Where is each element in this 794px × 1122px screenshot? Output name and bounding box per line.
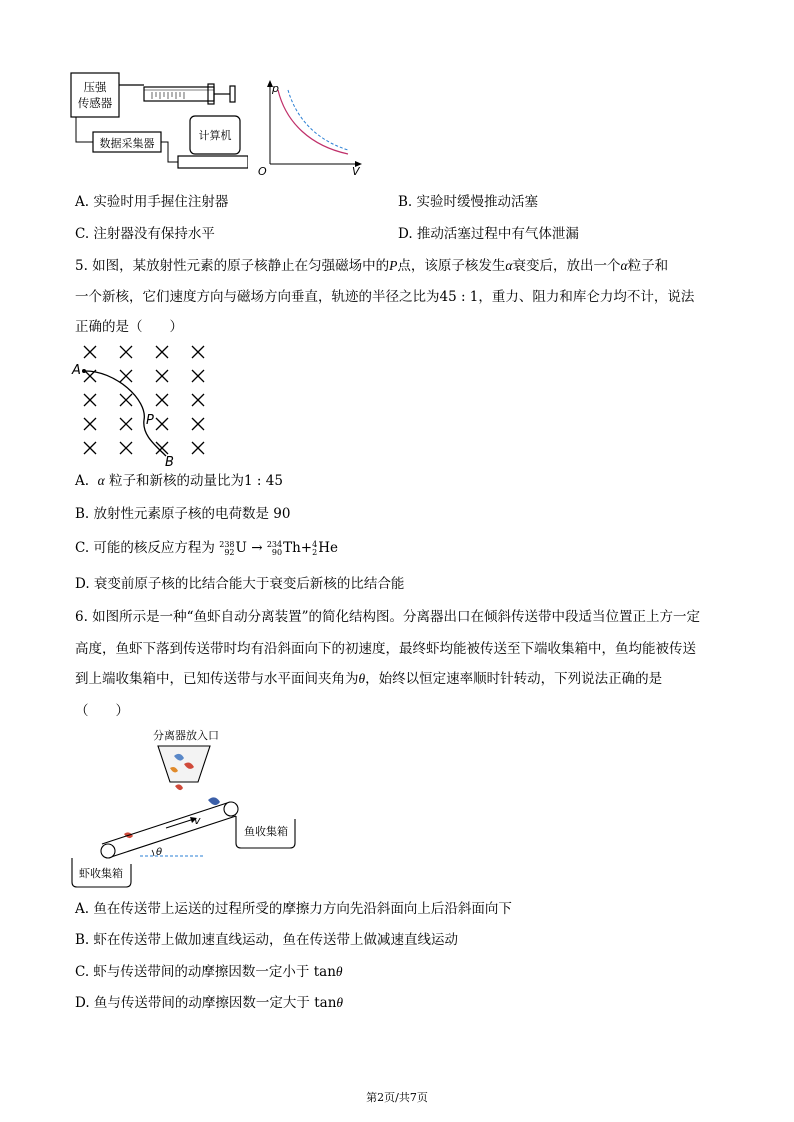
q6-stem-line4: （ ） xyxy=(75,703,129,719)
p-v-graph xyxy=(256,78,366,178)
conveyor-belt xyxy=(101,802,238,858)
q4-option-c: C. 注射器没有保持水平 xyxy=(75,226,215,242)
isotherm-solid xyxy=(278,90,348,154)
computer-label: 计算机 xyxy=(198,129,232,142)
q6-option-c: C. 虾与传送带间的动摩擦因数一定小于 tanθ xyxy=(75,964,343,980)
q5-stem-line3: 正确的是（ ） xyxy=(75,319,183,335)
q5-option-d: D. 衰变前原子核的比结合能大于衰变后新核的比结合能 xyxy=(75,576,405,592)
q5-option-b: B. 放射性元素原子核的电荷数是 90 xyxy=(75,506,291,522)
origin-label: O xyxy=(258,165,267,178)
q4-option-b: B. 实验时缓慢推动活塞 xyxy=(398,194,539,210)
q6-stem-line3: 到上端收集箱中，已知传送带与水平面间夹角为θ，始终以恒定速率顺时针转动，下列说法正确的是 xyxy=(75,671,663,687)
q6-option-b: B. 虾在传送带上做加速直线运动，鱼在传送带上做减速直线运动 xyxy=(75,932,459,948)
pressure-sensor-label-1: 压强 xyxy=(83,80,107,94)
label-a: A xyxy=(72,363,81,378)
page-number: 第2页/共7页 xyxy=(366,1091,428,1104)
fish-shrimp-separator-figure xyxy=(70,724,310,889)
syringe xyxy=(144,87,214,101)
q4-option-d: D. 推动活塞过程中有气体泄漏 xyxy=(398,226,579,242)
shrimp-box-label: 虾收集箱 xyxy=(79,867,123,880)
q5-stem-line2: 一个新核，它们速度方向与磁场方向垂直，轨迹的半径之比为45 : 1，重力、阻力和库仑力均不计，说法 xyxy=(75,289,695,305)
label-p: P xyxy=(146,413,154,428)
axis-label-v: V xyxy=(352,165,360,178)
axis-label-p: p xyxy=(272,82,279,95)
field-cross-marks xyxy=(84,346,204,454)
magnetic-field-figure xyxy=(70,340,220,470)
velocity-label: v xyxy=(194,814,201,827)
q6-stem-line1: 6. 如图所示是一种“鱼虾自动分离装置”的简化结构图。分离器出口在倾斜传送带中段适当位置正上方一定 xyxy=(75,609,700,625)
fish-box-label: 鱼收集箱 xyxy=(244,825,288,838)
q5-stem-line1: 5. 如图，某放射性元素的原子核静止在匀强磁场中的P点，该原子核发生α衰变后，放出一个α粒子和 xyxy=(75,258,669,274)
separator-label: 分离器放入口 xyxy=(153,729,219,742)
q6-option-a: A. 鱼在传送带上运送的过程所受的摩擦力方向先沿斜面向上后沿斜面向下 xyxy=(75,901,512,917)
q6-option-d: D. 鱼与传送带间的动摩擦因数一定大于 tanθ xyxy=(75,995,344,1011)
isotherm-dashed xyxy=(288,90,348,150)
gas-law-apparatus-figure xyxy=(68,70,248,175)
pressure-sensor-label-2: 传感器 xyxy=(77,96,113,110)
q6-stem-line2: 高度，鱼虾下落到传送带时均有沿斜面向下的初速度，最终虾均能被传送至下端收集箱中，鱼均能被传送 xyxy=(75,641,696,657)
q5-option-c: C. 可能的核反应方程为 238 92 U → 234 90 Th+ 4 2 He xyxy=(75,539,338,557)
angle-theta-label: θ xyxy=(156,847,163,858)
q5-option-a: A. α 粒子和新核的动量比为1 : 45 xyxy=(75,473,283,489)
q4-option-a: A. 实验时用手握住注射器 xyxy=(75,194,229,210)
data-collector-label: 数据采集器 xyxy=(99,137,155,150)
label-b: B xyxy=(165,455,174,470)
